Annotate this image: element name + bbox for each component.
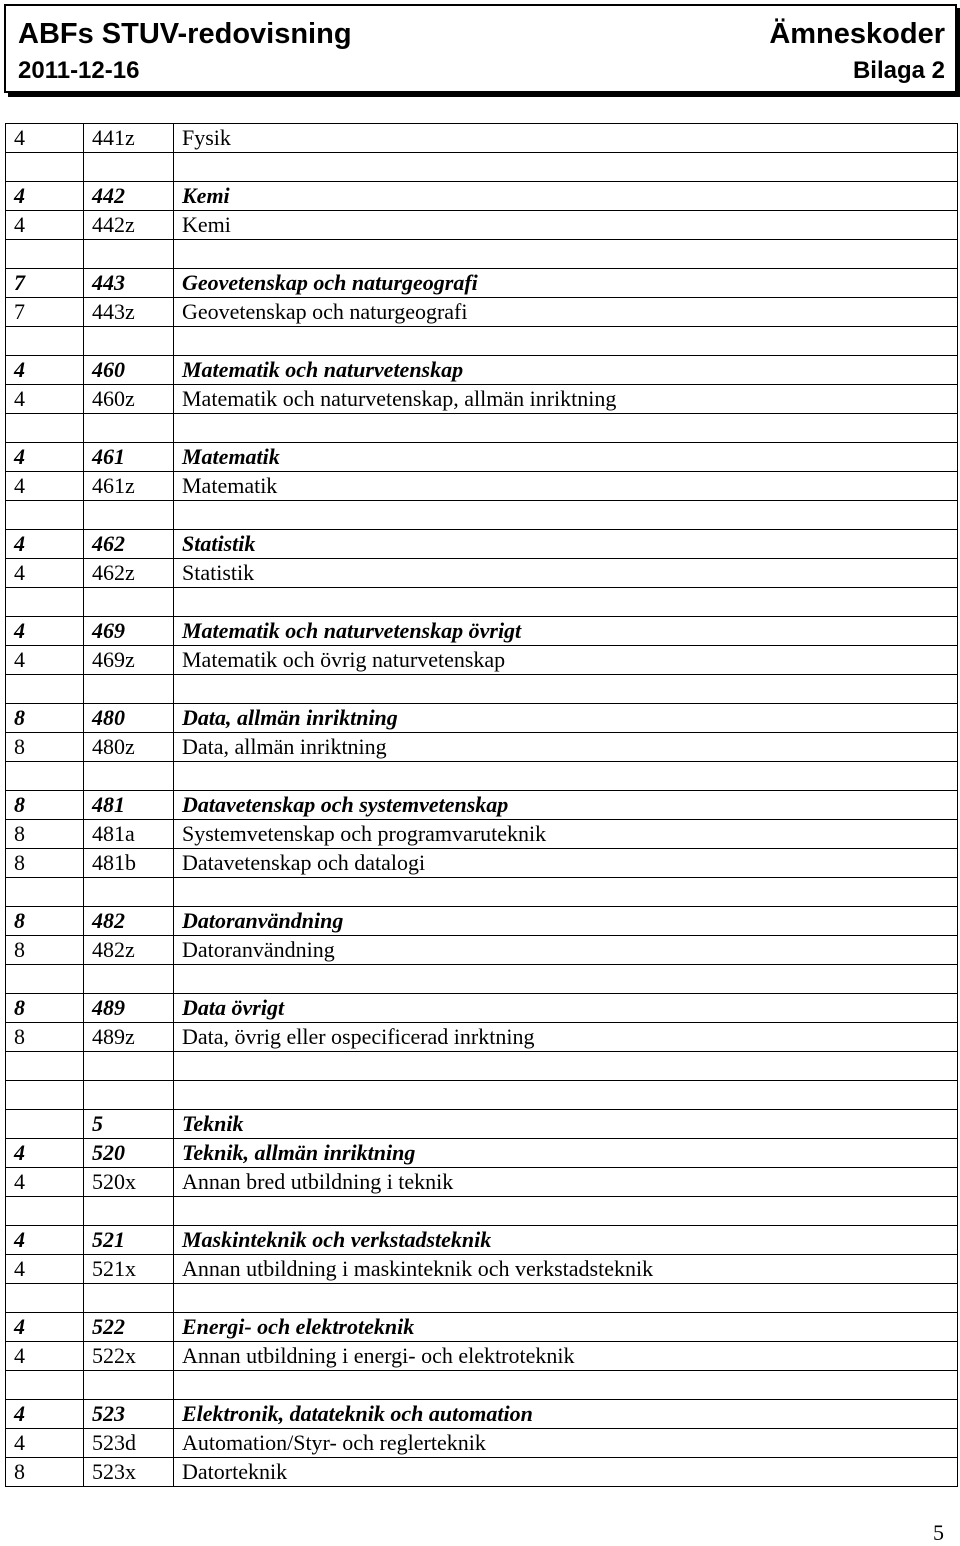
table-row-blank: [6, 1081, 958, 1110]
subject-code-cell: [84, 965, 174, 994]
subject-name-cell: Kemi: [174, 182, 958, 211]
subject-name-cell: Data, allmän inriktning: [174, 733, 958, 762]
subject-code-cell: 482: [84, 907, 174, 936]
subject-name-cell: Elektronik, datateknik och automation: [174, 1400, 958, 1429]
level-code-cell: 4: [6, 559, 84, 588]
subject-name-cell: [174, 1052, 958, 1081]
subject-code-cell: 460: [84, 356, 174, 385]
subject-name-cell: Statistik: [174, 559, 958, 588]
level-code-cell: 4: [6, 472, 84, 501]
subject-name-cell: Kemi: [174, 211, 958, 240]
table-row: [6, 559, 958, 588]
subject-code-cell: 461: [84, 443, 174, 472]
level-code-cell: [6, 240, 84, 269]
subject-code-cell: 522: [84, 1313, 174, 1342]
level-code-cell: [6, 1197, 84, 1226]
subject-name-cell: [174, 588, 958, 617]
level-code-cell: 8: [6, 1023, 84, 1052]
subject-name-cell: [174, 1371, 958, 1400]
level-code-cell: [6, 965, 84, 994]
subject-code-cell: 480: [84, 704, 174, 733]
subject-code-cell: [84, 1284, 174, 1313]
subject-code-cell: 520x: [84, 1168, 174, 1197]
table-row-blank: [6, 153, 958, 182]
subject-code-table: [5, 123, 958, 1487]
subject-name-cell: [174, 153, 958, 182]
table-row: [6, 617, 958, 646]
level-code-cell: 4: [6, 124, 84, 153]
table-row: [6, 443, 958, 472]
level-code-cell: 4: [6, 356, 84, 385]
level-code-cell: 4: [6, 1429, 84, 1458]
level-code-cell: 4: [6, 1139, 84, 1168]
level-code-cell: 8: [6, 820, 84, 849]
subject-code-cell: [84, 878, 174, 907]
subject-code-table-body: [6, 124, 958, 1487]
level-code-cell: [6, 1110, 84, 1139]
table-row-blank: [6, 1197, 958, 1226]
subject-name-cell: Maskinteknik och verkstadsteknik: [174, 1226, 958, 1255]
table-row: [6, 124, 958, 153]
subject-name-cell: Matematik och övrig naturvetenskap: [174, 646, 958, 675]
subject-code-cell: [84, 414, 174, 443]
table-row: [6, 1458, 958, 1487]
table-row: [6, 1429, 958, 1458]
table-row: [6, 530, 958, 559]
subject-code-cell: 469z: [84, 646, 174, 675]
page-number: 5: [933, 1520, 944, 1545]
subject-code-cell: 521: [84, 1226, 174, 1255]
subject-name-cell: [174, 965, 958, 994]
subject-name-cell: Statistik: [174, 530, 958, 559]
subject-name-cell: Datoranvändning: [174, 936, 958, 965]
subject-code-cell: [84, 1197, 174, 1226]
subject-name-cell: Datavetenskap och datalogi: [174, 849, 958, 878]
subject-code-cell: [84, 1371, 174, 1400]
level-code-cell: 8: [6, 994, 84, 1023]
level-code-cell: 8: [6, 1458, 84, 1487]
table-row: [6, 936, 958, 965]
level-code-cell: [6, 762, 84, 791]
level-code-cell: 8: [6, 791, 84, 820]
subject-code-cell: [84, 153, 174, 182]
subject-code-cell: 461z: [84, 472, 174, 501]
subject-code-cell: 469: [84, 617, 174, 646]
level-code-cell: 4: [6, 385, 84, 414]
level-code-cell: 4: [6, 211, 84, 240]
table-row-blank: [6, 414, 958, 443]
table-row: [6, 269, 958, 298]
subject-name-cell: Matematik och naturvetenskap övrigt: [174, 617, 958, 646]
subject-name-cell: Data, övrig eller ospecificerad inrktning: [174, 1023, 958, 1052]
subject-code-cell: [84, 501, 174, 530]
subject-name-cell: Geovetenskap och naturgeografi: [174, 298, 958, 327]
table-row: [6, 211, 958, 240]
subject-code-cell: 482z: [84, 936, 174, 965]
subject-code-cell: 489: [84, 994, 174, 1023]
level-code-cell: 4: [6, 1226, 84, 1255]
document-title: ABFs STUV-redovisning: [18, 18, 352, 50]
level-code-cell: [6, 327, 84, 356]
table-row: [6, 385, 958, 414]
level-code-cell: 8: [6, 849, 84, 878]
table-row: [6, 1226, 958, 1255]
subject-code-cell: 481b: [84, 849, 174, 878]
subject-name-cell: Annan utbildning i maskinteknik och verkstadsteknik: [174, 1255, 958, 1284]
subject-code-cell: [84, 1081, 174, 1110]
table-row-blank: [6, 965, 958, 994]
table-row: [6, 733, 958, 762]
table-row: [6, 994, 958, 1023]
subject-name-cell: Automation/Styr- och reglerteknik: [174, 1429, 958, 1458]
subject-name-cell: Matematik: [174, 443, 958, 472]
level-code-cell: 4: [6, 530, 84, 559]
table-row-blank: [6, 501, 958, 530]
subject-name-cell: Geovetenskap och naturgeografi: [174, 269, 958, 298]
subject-name-cell: Datavetenskap och systemvetenskap: [174, 791, 958, 820]
subject-code-cell: 521x: [84, 1255, 174, 1284]
subject-code-cell: 520: [84, 1139, 174, 1168]
table-row: [6, 907, 958, 936]
level-code-cell: 7: [6, 298, 84, 327]
table-row: [6, 1139, 958, 1168]
subject-code-cell: [84, 588, 174, 617]
document-subject: Ämneskoder: [769, 18, 945, 50]
level-code-cell: 8: [6, 704, 84, 733]
subject-code-cell: 443z: [84, 298, 174, 327]
table-row-blank: [6, 1284, 958, 1313]
table-row: [6, 356, 958, 385]
level-code-cell: 8: [6, 733, 84, 762]
level-code-cell: 4: [6, 617, 84, 646]
table-row: [6, 849, 958, 878]
subject-name-cell: [174, 414, 958, 443]
table-row-blank: [6, 327, 958, 356]
level-code-cell: 7: [6, 269, 84, 298]
subject-code-cell: 523x: [84, 1458, 174, 1487]
level-code-cell: [6, 501, 84, 530]
level-code-cell: 4: [6, 1168, 84, 1197]
level-code-cell: [6, 414, 84, 443]
subject-name-cell: Data övrigt: [174, 994, 958, 1023]
level-code-cell: [6, 878, 84, 907]
table-row: [6, 646, 958, 675]
subject-name-cell: [174, 240, 958, 269]
subject-name-cell: Matematik och naturvetenskap: [174, 356, 958, 385]
subject-name-cell: [174, 762, 958, 791]
level-code-cell: [6, 1284, 84, 1313]
subject-code-cell: 480z: [84, 733, 174, 762]
subject-code-cell: 489z: [84, 1023, 174, 1052]
table-row: [6, 472, 958, 501]
table-row: [6, 1023, 958, 1052]
document-header: [4, 4, 957, 93]
table-row-blank: [6, 762, 958, 791]
subject-name-cell: Matematik: [174, 472, 958, 501]
level-code-cell: 4: [6, 1313, 84, 1342]
subject-code-cell: 462z: [84, 559, 174, 588]
level-code-cell: 4: [6, 1255, 84, 1284]
level-code-cell: 4: [6, 1400, 84, 1429]
level-code-cell: 4: [6, 182, 84, 211]
table-row-blank: [6, 588, 958, 617]
table-row-blank: [6, 675, 958, 704]
subject-code-cell: 523d: [84, 1429, 174, 1458]
subject-name-cell: Annan utbildning i energi- och elektroteknik: [174, 1342, 958, 1371]
level-code-cell: [6, 588, 84, 617]
subject-name-cell: Datorteknik: [174, 1458, 958, 1487]
subject-name-cell: Fysik: [174, 124, 958, 153]
table-row: [6, 1110, 958, 1139]
table-row: [6, 1313, 958, 1342]
level-code-cell: 8: [6, 936, 84, 965]
table-row: [6, 298, 958, 327]
level-code-cell: 4: [6, 646, 84, 675]
level-code-cell: [6, 675, 84, 704]
level-code-cell: 4: [6, 443, 84, 472]
level-code-cell: [6, 1081, 84, 1110]
subject-name-cell: Teknik: [174, 1110, 958, 1139]
subject-name-cell: [174, 1284, 958, 1313]
subject-code-cell: [84, 675, 174, 704]
level-code-cell: [6, 1371, 84, 1400]
table-row: [6, 704, 958, 733]
subject-name-cell: Energi- och elektroteknik: [174, 1313, 958, 1342]
subject-code-cell: 523: [84, 1400, 174, 1429]
subject-code-cell: 462: [84, 530, 174, 559]
subject-name-cell: Systemvetenskap och programvaruteknik: [174, 820, 958, 849]
table-row-blank: [6, 240, 958, 269]
table-row-blank: [6, 1052, 958, 1081]
document-date: 2011-12-16: [18, 57, 140, 84]
subject-code-cell: 460z: [84, 385, 174, 414]
table-row: [6, 182, 958, 211]
subject-code-cell: 481a: [84, 820, 174, 849]
table-row-blank: [6, 878, 958, 907]
subject-name-cell: [174, 327, 958, 356]
subject-code-cell: 441z: [84, 124, 174, 153]
subject-code-cell: 443: [84, 269, 174, 298]
table-row-blank: [6, 1371, 958, 1400]
subject-code-cell: 5: [84, 1110, 174, 1139]
subject-code-cell: [84, 240, 174, 269]
subject-name-cell: [174, 675, 958, 704]
table-row: [6, 1168, 958, 1197]
subject-code-cell: [84, 327, 174, 356]
subject-code-cell: 481: [84, 791, 174, 820]
subject-name-cell: Data, allmän inriktning: [174, 704, 958, 733]
subject-code-cell: [84, 1052, 174, 1081]
subject-name-cell: Datoranvändning: [174, 907, 958, 936]
table-row: [6, 1255, 958, 1284]
subject-code-cell: 522x: [84, 1342, 174, 1371]
subject-code-cell: [84, 762, 174, 791]
subject-name-cell: Matematik och naturvetenskap, allmän inriktning: [174, 385, 958, 414]
appendix-label: Bilaga 2: [852, 57, 945, 84]
subject-name-cell: [174, 1197, 958, 1226]
level-code-cell: 8: [6, 907, 84, 936]
subject-code-cell: 442z: [84, 211, 174, 240]
subject-name-cell: Annan bred utbildning i teknik: [174, 1168, 958, 1197]
subject-name-cell: [174, 878, 958, 907]
table-row: [6, 791, 958, 820]
table-row: [6, 1342, 958, 1371]
subject-name-cell: Teknik, allmän inriktning: [174, 1139, 958, 1168]
table-row: [6, 820, 958, 849]
level-code-cell: [6, 153, 84, 182]
subject-name-cell: [174, 1081, 958, 1110]
table-row: [6, 1400, 958, 1429]
level-code-cell: 4: [6, 1342, 84, 1371]
subject-code-cell: 442: [84, 182, 174, 211]
subject-name-cell: [174, 501, 958, 530]
level-code-cell: [6, 1052, 84, 1081]
